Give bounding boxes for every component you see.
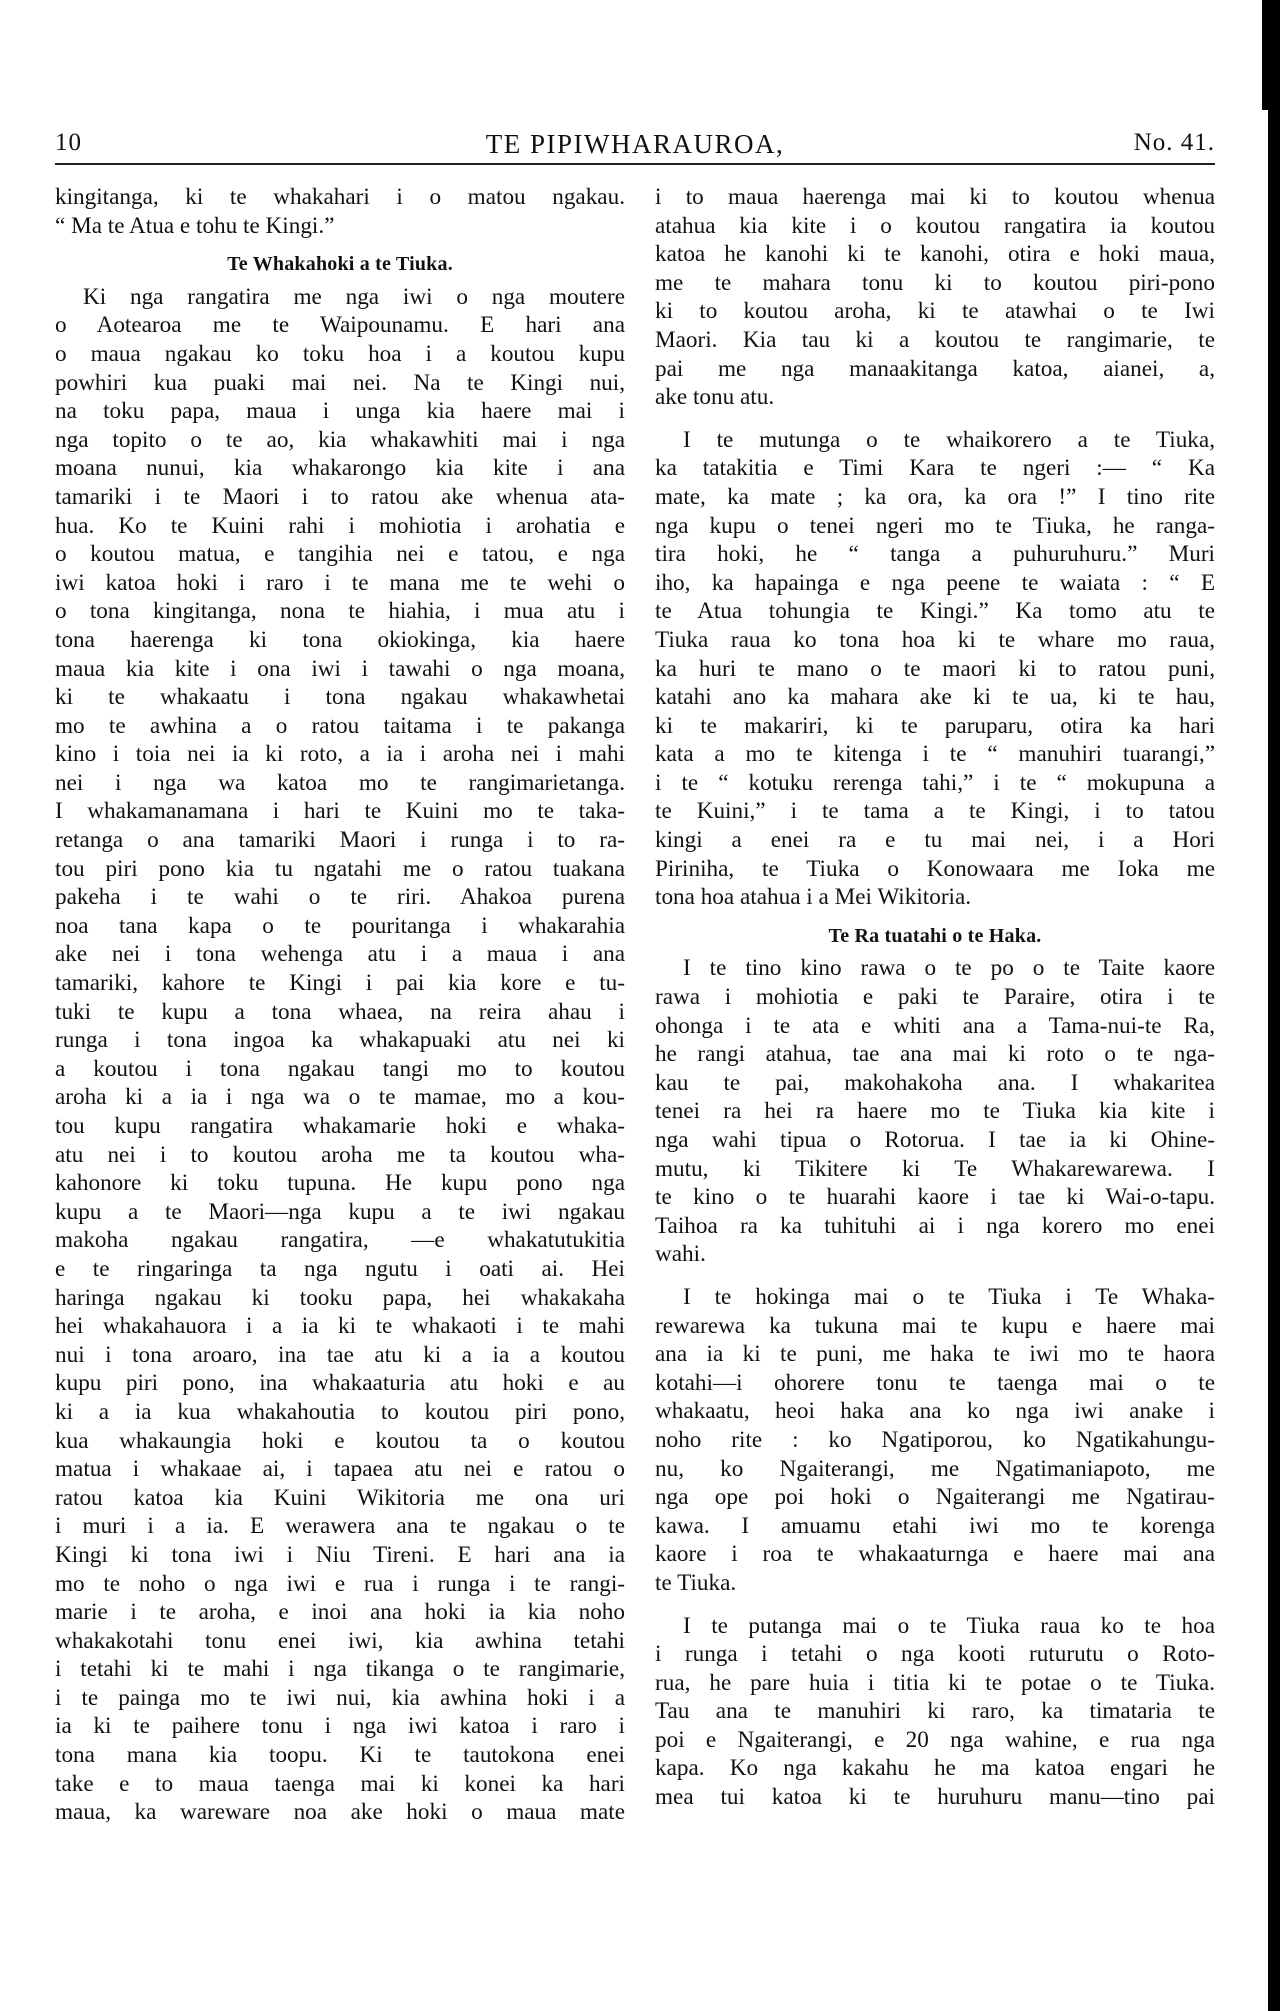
text-line: moana nunui, kia whakarongo kia kite i ana: [55, 455, 625, 482]
text-line: ohonga i te ata e whiti ana a Tama-nui-te Ra,: [655, 1012, 1215, 1039]
text-line: whakakotahi tonu enei iwi, kia awhina tetahi: [55, 1627, 625, 1654]
text-line: ki a ia kua whakahoutia to koutou piri pono,: [55, 1398, 625, 1425]
paragraph-continued: [655, 183, 1215, 412]
left-column: [55, 183, 625, 1827]
text-line: whakaatu, heoi haka ana ko nga iwi anake i: [655, 1398, 1215, 1425]
text-line: mutu, ki Tikitere ki Te Whakarewarewa. I: [655, 1155, 1215, 1182]
text-line: iwi katoa hoki i raro i te mana me te wehi o: [55, 569, 625, 596]
text-line: tona hoa atahua i a Mei Wikitoria.: [655, 884, 972, 911]
paragraph: [655, 954, 1215, 1269]
page-number: 10: [55, 129, 82, 156]
paragraph: [655, 426, 1215, 912]
text-line: wahi.: [655, 1241, 706, 1268]
text-line: e te ringaringa ta nga ngutu i oati ai. Hei: [55, 1255, 625, 1282]
text-line: noho rite : ko Ngatiporou, ko Ngatikahungu-: [655, 1426, 1215, 1453]
text-line: nui i tona aroaro, ina tae atu ki a ia a koutou: [55, 1341, 625, 1368]
text-line: nga ope poi hoki o Ngaiterangi me Ngatirau-: [655, 1484, 1215, 1511]
text-line: tira hoki, he “ tanga a puhuruhuru.” Muri: [655, 541, 1215, 568]
text-line: nu, ko Ngaiterangi, me Ngatimaniapoto, me: [655, 1455, 1215, 1482]
paragraph-gap: [655, 412, 1215, 426]
paragraph-continued: [55, 183, 625, 240]
text-line: mo te awhina a o ratou taitama i te pakanga: [55, 712, 625, 739]
text-line: i te “ kotuku rerenga tahi,” i te “ mokupuna a: [655, 769, 1215, 796]
text-line: nga kupu o tenei ngeri mo te Tiuka, he ranga-: [655, 512, 1215, 539]
text-line: runga i tona ingoa ka whakapuaki atu nei ki: [55, 1027, 625, 1054]
text-line: ana ia ki te puni, me haka te iwi mo te haora: [655, 1341, 1215, 1368]
running-title: TE PIPIWHARAUROA,: [485, 129, 785, 159]
text-line: Tau ana te manuhiri ki raro, ka timataria te: [655, 1698, 1215, 1725]
text-line: matua i whakaae ai, i tapaea atu nei e ratou o: [55, 1456, 625, 1483]
text-line: nei i nga wa katoa mo te rangimarietanga.: [55, 769, 625, 796]
text-line: maua, ka wareware noa ake hoki o maua mate: [55, 1799, 625, 1826]
section-heading-haka: Te Ra tuatahi o te Haka.: [828, 924, 1042, 947]
text-line: iho, ka hapainga e nga peene te waiata : “ E: [655, 569, 1215, 596]
paragraph: [655, 1612, 1215, 1812]
text-line: haringa ngakau ki tooku papa, hei whakakaha: [55, 1284, 625, 1311]
text-line: te Tiuka.: [655, 1569, 737, 1596]
text-line: Taihoa ra ka tuhituhi ai i nga korero mo enei: [655, 1212, 1215, 1239]
paragraph: [55, 283, 625, 1827]
text-line: Kingi ki tona iwi i Niu Tireni. E hari ana ia: [55, 1541, 625, 1568]
text-line: poi e Ngaiterangi, e 20 nga wahine, e rua nga: [655, 1726, 1215, 1753]
text-line: atu nei i to koutou aroha me ta koutou wha-: [55, 1141, 625, 1168]
text-line: rua, he pare huia i titia ki te potae o te Tiuka.: [655, 1669, 1215, 1696]
text-line: I te mutunga o te whaikorero a te Tiuka,: [683, 426, 1215, 453]
text-line: te Kuini,” i te tama a te Kingi, i to tatou: [655, 798, 1215, 825]
text-line: kaore i roa te whakaaturnga e haere mai ana: [655, 1541, 1215, 1568]
text-line: kino i toia nei ia ki roto, a ia i aroha nei i mahi: [55, 741, 625, 768]
text-line: tuki te kupu a tona whaea, na reira ahau i: [55, 998, 625, 1025]
section-heading-whakahoki: Te Whakahoki a te Tiuka.: [227, 253, 453, 276]
text-line: tona mana kia toopu. Ki te tautokona enei: [55, 1742, 625, 1769]
text-line: me te mahara tonu ki to koutou piri-pono: [655, 269, 1215, 296]
text-line: kingitanga, ki te whakahari i o matou ngakau.: [55, 184, 625, 210]
text-line: katoa he kanohi ki te kanohi, otira e hoki maua,: [655, 241, 1215, 268]
text-line: pai me nga manaakitanga katoa, aianei, a,: [655, 355, 1215, 382]
text-line: I te hokinga mai o te Tiuka i Te Whaka-: [683, 1283, 1215, 1310]
text-line: noa tana kapa o te pouritanga i whakarahia: [55, 912, 625, 939]
text-line: kupu piri pono, ina whakaaturia atu hoki e au: [55, 1370, 625, 1397]
text-line: ratou katoa kia Kuini Wikitoria me ona uri: [55, 1484, 625, 1511]
paragraph: [655, 1283, 1215, 1598]
text-line: he rangi atahua, tae ana mai ki roto o te nga-: [655, 1041, 1215, 1068]
text-line: I te tino kino rawa o te po o te Taite kaore: [683, 955, 1215, 982]
text-line: i muri i a ia. E werawera ana te ngakau o te: [55, 1513, 625, 1540]
text-line: kotahi—i ohorere tonu te taenga mai o te: [655, 1369, 1215, 1396]
text-line: kawa. I amuamu etahi iwi mo te korenga: [655, 1512, 1215, 1539]
text-line: ki te whakaatu i tona ngakau whakawhetai: [55, 684, 625, 711]
text-line: pakeha i te wahi o te riri. Ahakoa purena: [55, 884, 625, 911]
text-line: o koutou matua, e tangihia nei e tatou, e nga: [55, 541, 625, 568]
text-line: ki te makariri, ki te paruparu, otira ka hari: [655, 712, 1215, 739]
text-line: marie i te aroha, e inoi ana hoki ia kia noho: [55, 1599, 625, 1626]
text-line: Piriniha, te Tiuka o Konowaara me Ioka me: [655, 855, 1215, 882]
text-line: na toku papa, maua i unga kia haere mai i: [55, 398, 625, 425]
text-line: katahi ano ka mahara ake ki te ua, ki te hau,: [655, 684, 1215, 711]
text-line: rawa i mohiotia e paki te Paraire, otira i te: [655, 984, 1215, 1011]
text-line: I whakamanamana i hari te Kuini mo te taka-: [55, 798, 625, 825]
text-line: Maori. Kia tau ki a koutou te rangimarie, te: [655, 326, 1215, 353]
text-line: hua. Ko te Kuini rahi i mohiotia i arohatia e: [55, 512, 625, 539]
text-line: Tiuka raua ko tona hoa ki te whare mo raua,: [655, 626, 1215, 653]
text-line: maua kia kite i ona iwi i tawahi o nga moana,: [55, 655, 625, 682]
text-line: ake tonu atu.: [655, 384, 775, 411]
text-line: hei whakahauora i a ia ki te whakaoti i te mahi: [55, 1313, 625, 1340]
text-line: ake nei i tona wehenga atu i a maua i ana: [55, 941, 625, 968]
text-line: i runga i tetahi o nga kooti ruturutu o Roto-: [655, 1641, 1215, 1668]
text-line: ka huri te mano o te maori ki to ratou puni,: [655, 655, 1215, 682]
text-line: kata a mo te kitenga i te “ manuhiri tuarangi,”: [655, 741, 1215, 768]
text-line: a koutou i tona ngakau tangi mo to koutou: [55, 1055, 625, 1082]
text-line: tou kupu rangatira whakamarie hoki e whaka-: [55, 1113, 625, 1139]
text-line: I te putanga mai o te Tiuka raua ko te hoa: [683, 1612, 1215, 1639]
text-line: atahua kia kite i o koutou rangatira ia koutou: [655, 212, 1215, 239]
text-line: “ Ma te Atua e tohu te Kingi.”: [55, 212, 335, 239]
text-line: tenei ra hei ra haere mo te Tiuka kia kite i: [655, 1098, 1215, 1125]
issue-number: No. 41.: [1133, 129, 1215, 156]
text-line: kingi a enei ra e tu mai nei, i a Hori: [655, 827, 1215, 854]
text-line: retanga o ana tamariki Maori i runga i to ra-: [55, 827, 625, 854]
text-line: take e to maua taenga mai ki konei ka hari: [55, 1770, 625, 1797]
paragraph-gap: [655, 1598, 1215, 1612]
text-line: nga topito o te ao, kia whakawhiti mai i nga: [55, 426, 625, 453]
paragraph-gap: [655, 1269, 1215, 1283]
text-line: tamariki i te Maori i to ratou ake whenua ata-: [55, 483, 625, 510]
text-line: i tetahi ki te mahi i nga tikanga o te rangimarie,: [55, 1656, 625, 1683]
text-line: Ki nga rangatira me nga iwi o nga moutere: [83, 283, 625, 310]
text-line: tamariki, kahore te Kingi i pai kia kore e tu-: [55, 970, 625, 997]
text-line: i te painga mo te iwi nui, kia awhina hoki i a: [55, 1684, 625, 1711]
text-line: o maua ngakau ko toku hoa i a koutou kupu: [55, 340, 625, 367]
text-line: kahonore ki toku tupuna. He kupu pono nga: [55, 1170, 625, 1197]
text-line: i to maua haerenga mai ki to koutou whenua: [655, 184, 1215, 210]
scan-border-right: [1268, 0, 1280, 2011]
text-line: te kino o te huarahi kaore i tae ki Wai-o-tapu.: [655, 1184, 1215, 1211]
text-line: tou piri pono kia tu ngatahi me o ratou tuakana: [55, 855, 625, 882]
text-line: nga wahi tipua o Rotorua. I tae ia ki Ohine-: [655, 1127, 1215, 1153]
text-line: kupu a te Maori—nga kupu a te iwi ngakau: [55, 1198, 625, 1225]
text-line: te Atua tohungia te Kingi.” Ka tomo atu te: [655, 598, 1215, 625]
text-line: aroha ki a ia i nga wa o te mamae, mo a kou-: [55, 1084, 625, 1111]
text-line: ka tatakitia e Timi Kara te ngeri :— “ Ka: [655, 455, 1215, 482]
text-line: ia ki te paihere tonu i nga iwi katoa i raro i: [55, 1713, 625, 1740]
text-line: mate, ka mate ; ka ora, ka ora !” I tino rite: [655, 483, 1215, 510]
text-line: kua whakaungia hoki e koutou ta o koutou: [55, 1427, 625, 1454]
text-line: rewarewa ka tukuna mai te kupu e haere mai: [655, 1312, 1215, 1339]
text-line: ki to koutou aroha, ki te atawhai o te Iwi: [655, 298, 1215, 325]
text-line: makoha ngakau rangatira, —e whakatutukitia: [55, 1227, 625, 1254]
text-line: kau te pai, makohakoha ana. I whakaritea: [655, 1069, 1215, 1096]
text-line: o Aotearoa me te Waipounamu. E hari ana: [55, 312, 625, 339]
text-line: kapa. Ko nga kakahu he ma katoa engari he: [655, 1755, 1215, 1782]
text-line: tona haerenga ki tona okiokinga, kia haere: [55, 626, 625, 653]
scan-border-right-top: [1262, 0, 1268, 110]
page-header: [55, 125, 1215, 165]
text-line: mea tui katoa ki te huruhuru manu—tino pai: [655, 1784, 1215, 1811]
text-line: powhiri kua puaki mai nei. Na te Kingi nui,: [55, 369, 625, 396]
header-rule: [55, 163, 1215, 165]
text-line: mo te noho o nga iwi e rua i runga i te rangi-: [55, 1570, 625, 1597]
right-column: [655, 183, 1215, 1812]
text-line: o tona kingitanga, nona te hiahia, i mua atu i: [55, 598, 625, 625]
